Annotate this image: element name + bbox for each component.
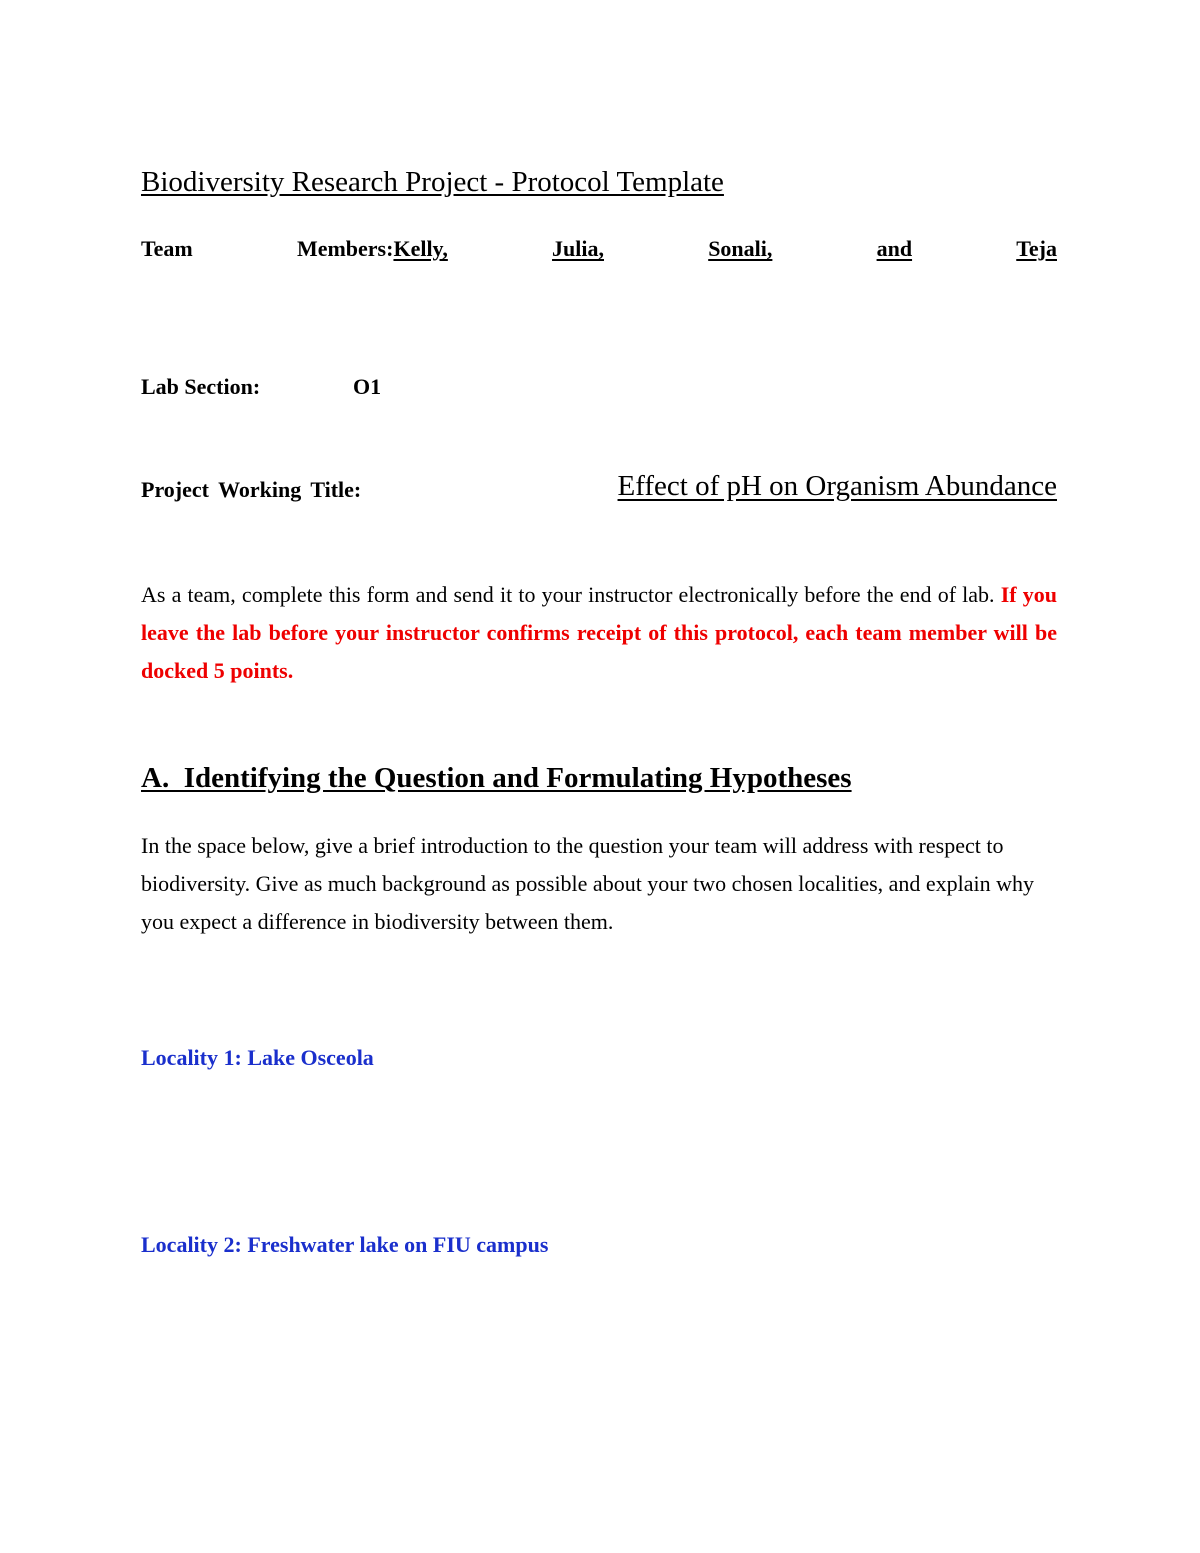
- document-title: Biodiversity Research Project - Protocol Template: [141, 166, 724, 198]
- lab-section-label: Lab Section:: [141, 374, 261, 399]
- members-conjunction: and: [876, 236, 913, 261]
- instructions-text: As a team, complete this form and send it to your instructor electronically before the end of lab.: [141, 582, 995, 607]
- members-label: Members:: [296, 236, 394, 261]
- section-a-heading: A. Identifying the Question and Formulating Hypotheses: [141, 762, 852, 794]
- member-name-3: Sonali,: [708, 236, 773, 261]
- working-title-label: Project Working Title:: [141, 477, 362, 502]
- locality-1-heading: Locality 1: Lake Osceola: [141, 1045, 374, 1070]
- team-members-row: [141, 236, 1057, 262]
- member-name-2: Julia,: [552, 236, 604, 261]
- working-title-value: Effect of pH on Organism Abundance: [617, 470, 1057, 502]
- member-name-1: Kelly,: [393, 236, 448, 261]
- warning-text: If you leave the lab before your instructor confirms receipt of this protocol, each team member will be docked 5 points.: [141, 582, 1057, 683]
- instructions-paragraph: [141, 576, 1057, 690]
- section-a-intro: In the space below, give a brief introduction to the question your team will address with respect to biodiversity. Give as much background as possible about your two chosen localities, and explain why you expect a difference in biodiversity between them.: [141, 833, 1035, 934]
- lab-section-value: O1: [353, 374, 382, 399]
- locality-2-heading: Locality 2: Freshwater lake on FIU campus: [141, 1232, 549, 1257]
- lab-section-row: [141, 374, 382, 400]
- team-label: Team: [141, 236, 193, 261]
- member-name-4: Teja: [1016, 236, 1057, 261]
- members-group: [297, 236, 448, 262]
